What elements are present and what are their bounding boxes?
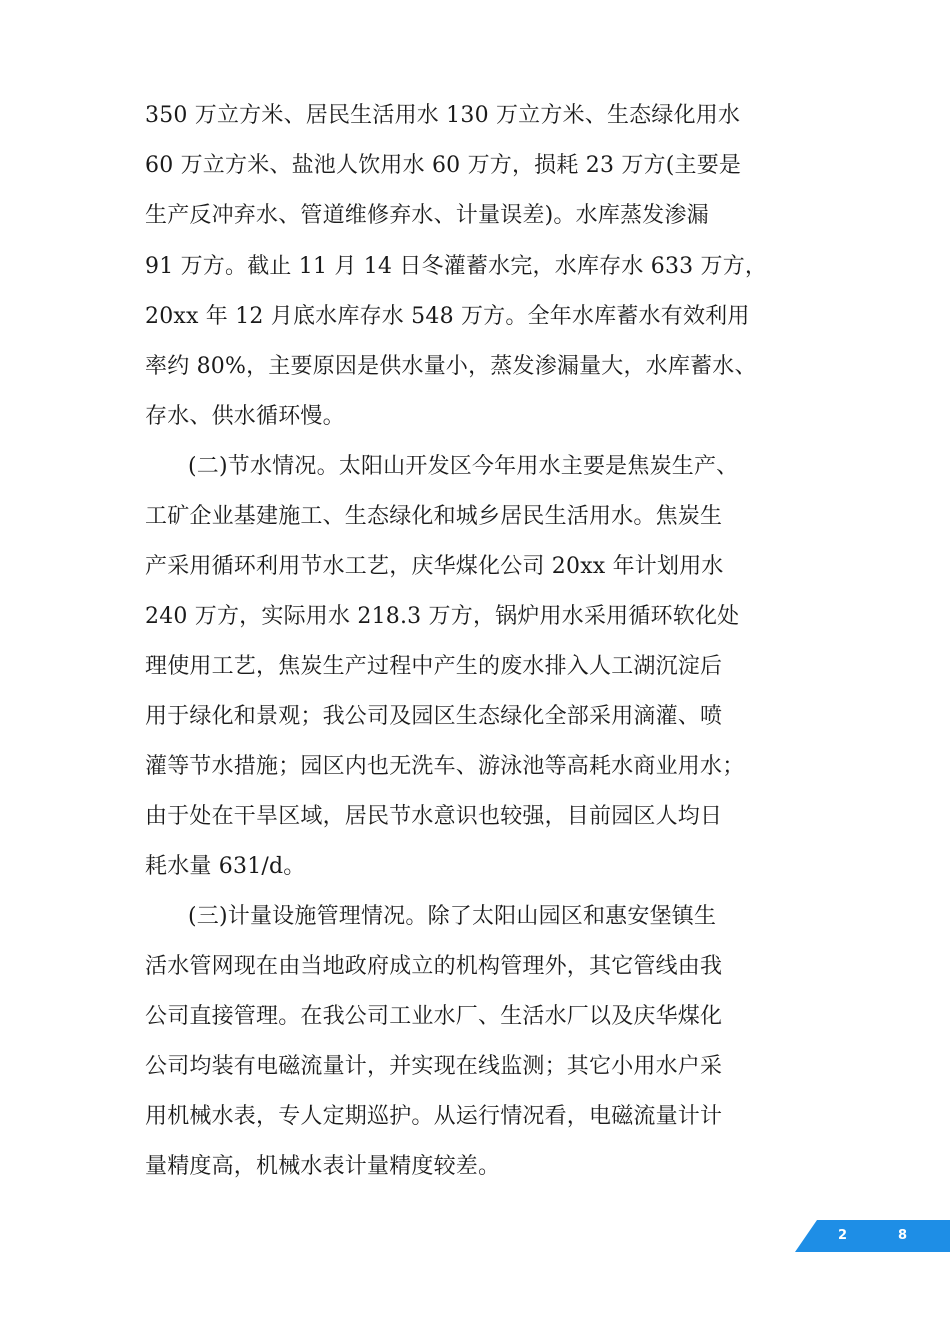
text-line: 活水管网现在由当地政府成立的机构管理外，其它管线由我 (145, 954, 723, 979)
text-line: 产采用循环利用节水工艺，庆华煤化公司 20xx 年计划用水 (145, 554, 724, 579)
text-line: 91 万方。截止 11 月 14 日冬灌蓄水完，水库存水 633 万方， (145, 254, 768, 279)
text-line: 存水、供水循环慢。 (145, 404, 345, 429)
text-line: 公司均装有电磁流量计，并实现在线监测；其它小用水户采 (145, 1054, 723, 1079)
text-line: 量精度高，机械水表计量精度较差。 (145, 1154, 501, 1179)
text-line: 理使用工艺，焦炭生产过程中产生的废水排入人工湖沉淀后 (145, 654, 723, 679)
text-line: 工矿企业基建施工、生态绿化和城乡居民生活用水。焦炭生 (145, 504, 723, 529)
text-line: 350 万立方米、居民生活用水 130 万立方米、生态绿化用水 (145, 103, 741, 128)
text-line: 率约 80%，主要原因是供水量小，蒸发渗漏量大，水库蓄水、 (145, 354, 757, 379)
page-number-badge (795, 1220, 950, 1252)
text-line: 耗水量 631/d。 (145, 854, 306, 879)
text-line: 生产反冲弃水、管道维修弃水、计量误差)。水库蒸发渗漏 (145, 203, 709, 228)
page-number-total: 8 (898, 1228, 908, 1243)
text-line: 公司直接管理。在我公司工业水厂、生活水厂以及庆华煤化 (145, 1004, 723, 1029)
text-line: 由于处在干旱区域，居民节水意识也较强，目前园区人均日 (145, 804, 723, 829)
text-line: 240 万方，实际用水 218.3 万方，锅炉用水采用循环软化处 (145, 604, 740, 629)
paragraph-start-line: (二)节水情况。太阳山开发区今年用水主要是焦炭生产、 (188, 454, 739, 479)
text-line: 20xx 年 12 月底水库存水 548 万方。全年水库蓄水有效利用 (145, 304, 750, 329)
text-line: 用于绿化和景观；我公司及园区生态绿化全部采用滴灌、喷 (145, 704, 723, 729)
page-number-current: 2 (838, 1228, 848, 1243)
text-line: 灌等节水措施；园区内也无洗车、游泳池等高耗水商业用水； (145, 754, 745, 779)
paragraph-start-line: (三)计量设施管理情况。除了太阳山园区和惠安堡镇生 (188, 904, 717, 929)
text-line: 用机械水表，专人定期巡护。从运行情况看，电磁流量计计 (145, 1104, 723, 1129)
text-line: 60 万立方米、盐池人饮用水 60 万方，损耗 23 万方(主要是 (145, 153, 742, 178)
